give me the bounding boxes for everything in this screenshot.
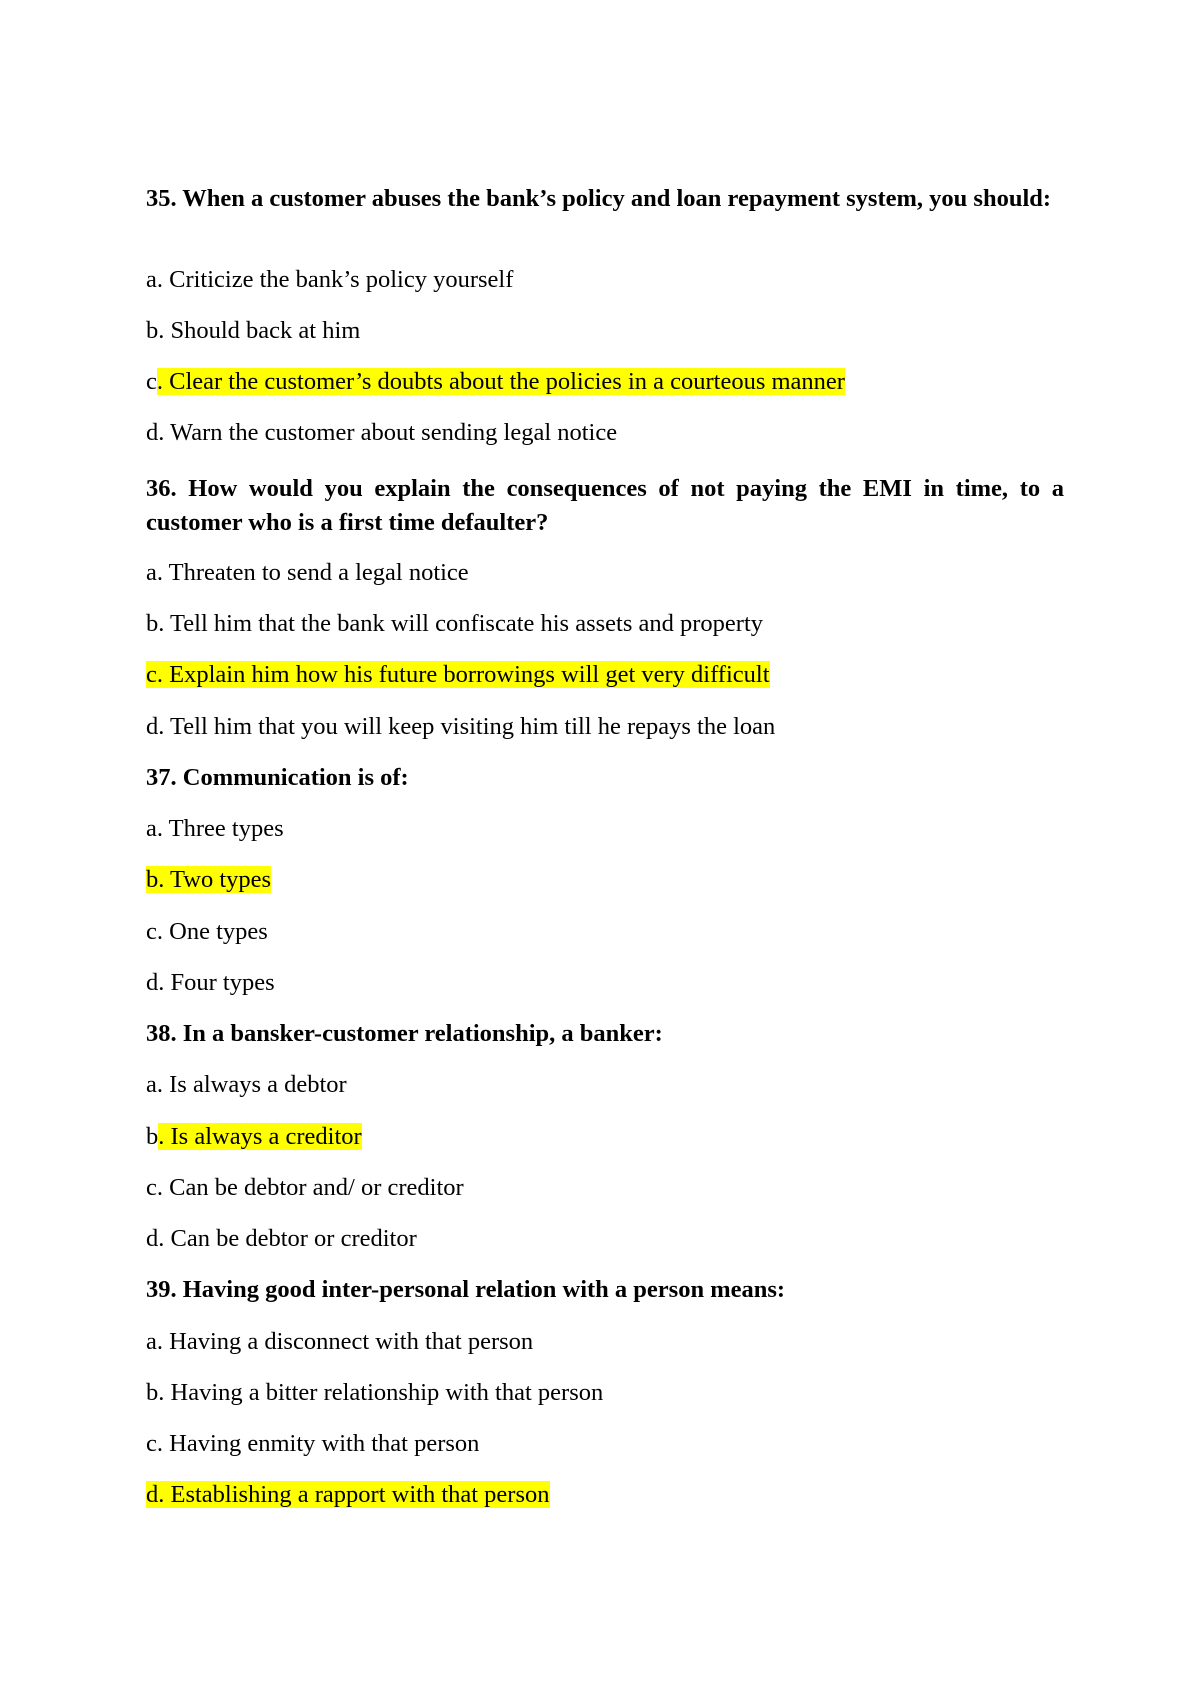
- q35-option-a: a. Criticize the bank’s policy yourself: [146, 266, 514, 293]
- answer-highlight: . Is always a creditor: [158, 1123, 362, 1150]
- q35-option-b: b. Should back at him: [146, 317, 361, 344]
- q36-option-d: d. Tell him that you will keep visiting him till he repays the loan: [146, 713, 776, 740]
- q37-option-a: a. Three types: [146, 815, 284, 842]
- question-35: 35. When a customer abuses the bank’s policy and loan repayment system, you should:: [146, 185, 1052, 212]
- q39-option-d: [146, 1478, 1064, 1512]
- answer-highlight: d. Establishing a rapport with that person: [146, 1481, 550, 1508]
- answer-highlight: c. Explain him how his future borrowings will get very difficult: [146, 661, 770, 688]
- q36-option-b: b. Tell him that the bank will confiscate his assets and property: [146, 610, 763, 637]
- q37-option-b: [146, 863, 1064, 897]
- question-36: 36. How would you explain the consequences of not paying the EMI in time, to a customer who is a first time defaulter?: [146, 475, 1064, 536]
- question-39: 39. Having good inter-personal relation with a person means:: [146, 1276, 786, 1303]
- q37-option-c: c. One types: [146, 918, 268, 945]
- q36-option-c: [146, 658, 1064, 692]
- q36-option-a: a. Threaten to send a legal notice: [146, 559, 469, 586]
- q38-option-d: d. Can be debtor or creditor: [146, 1225, 417, 1252]
- q38-option-c: c. Can be debtor and/ or creditor: [146, 1174, 464, 1201]
- q38-option-a: a. Is always a debtor: [146, 1071, 347, 1098]
- q39-option-b: b. Having a bitter relationship with that person: [146, 1379, 604, 1406]
- question-38: 38. In a bansker-customer relationship, a banker:: [146, 1020, 663, 1047]
- q39-option-a: a. Having a disconnect with that person: [146, 1328, 534, 1355]
- question-37: 37. Communication is of:: [146, 764, 409, 791]
- q37-option-d: d. Four types: [146, 969, 275, 996]
- answer-highlight: . Clear the customer’s doubts about the policies in a courteous manner: [156, 368, 845, 395]
- q35-option-c: c. Clear the customer’s doubts about the policies in a courteous manner: [146, 368, 845, 395]
- q38-option-b: b. Is always a creditor: [146, 1123, 362, 1150]
- q39-option-c: c. Having enmity with that person: [146, 1430, 480, 1457]
- answer-highlight: b. Two types: [146, 866, 272, 893]
- q35-option-d: d. Warn the customer about sending legal notice: [146, 419, 618, 446]
